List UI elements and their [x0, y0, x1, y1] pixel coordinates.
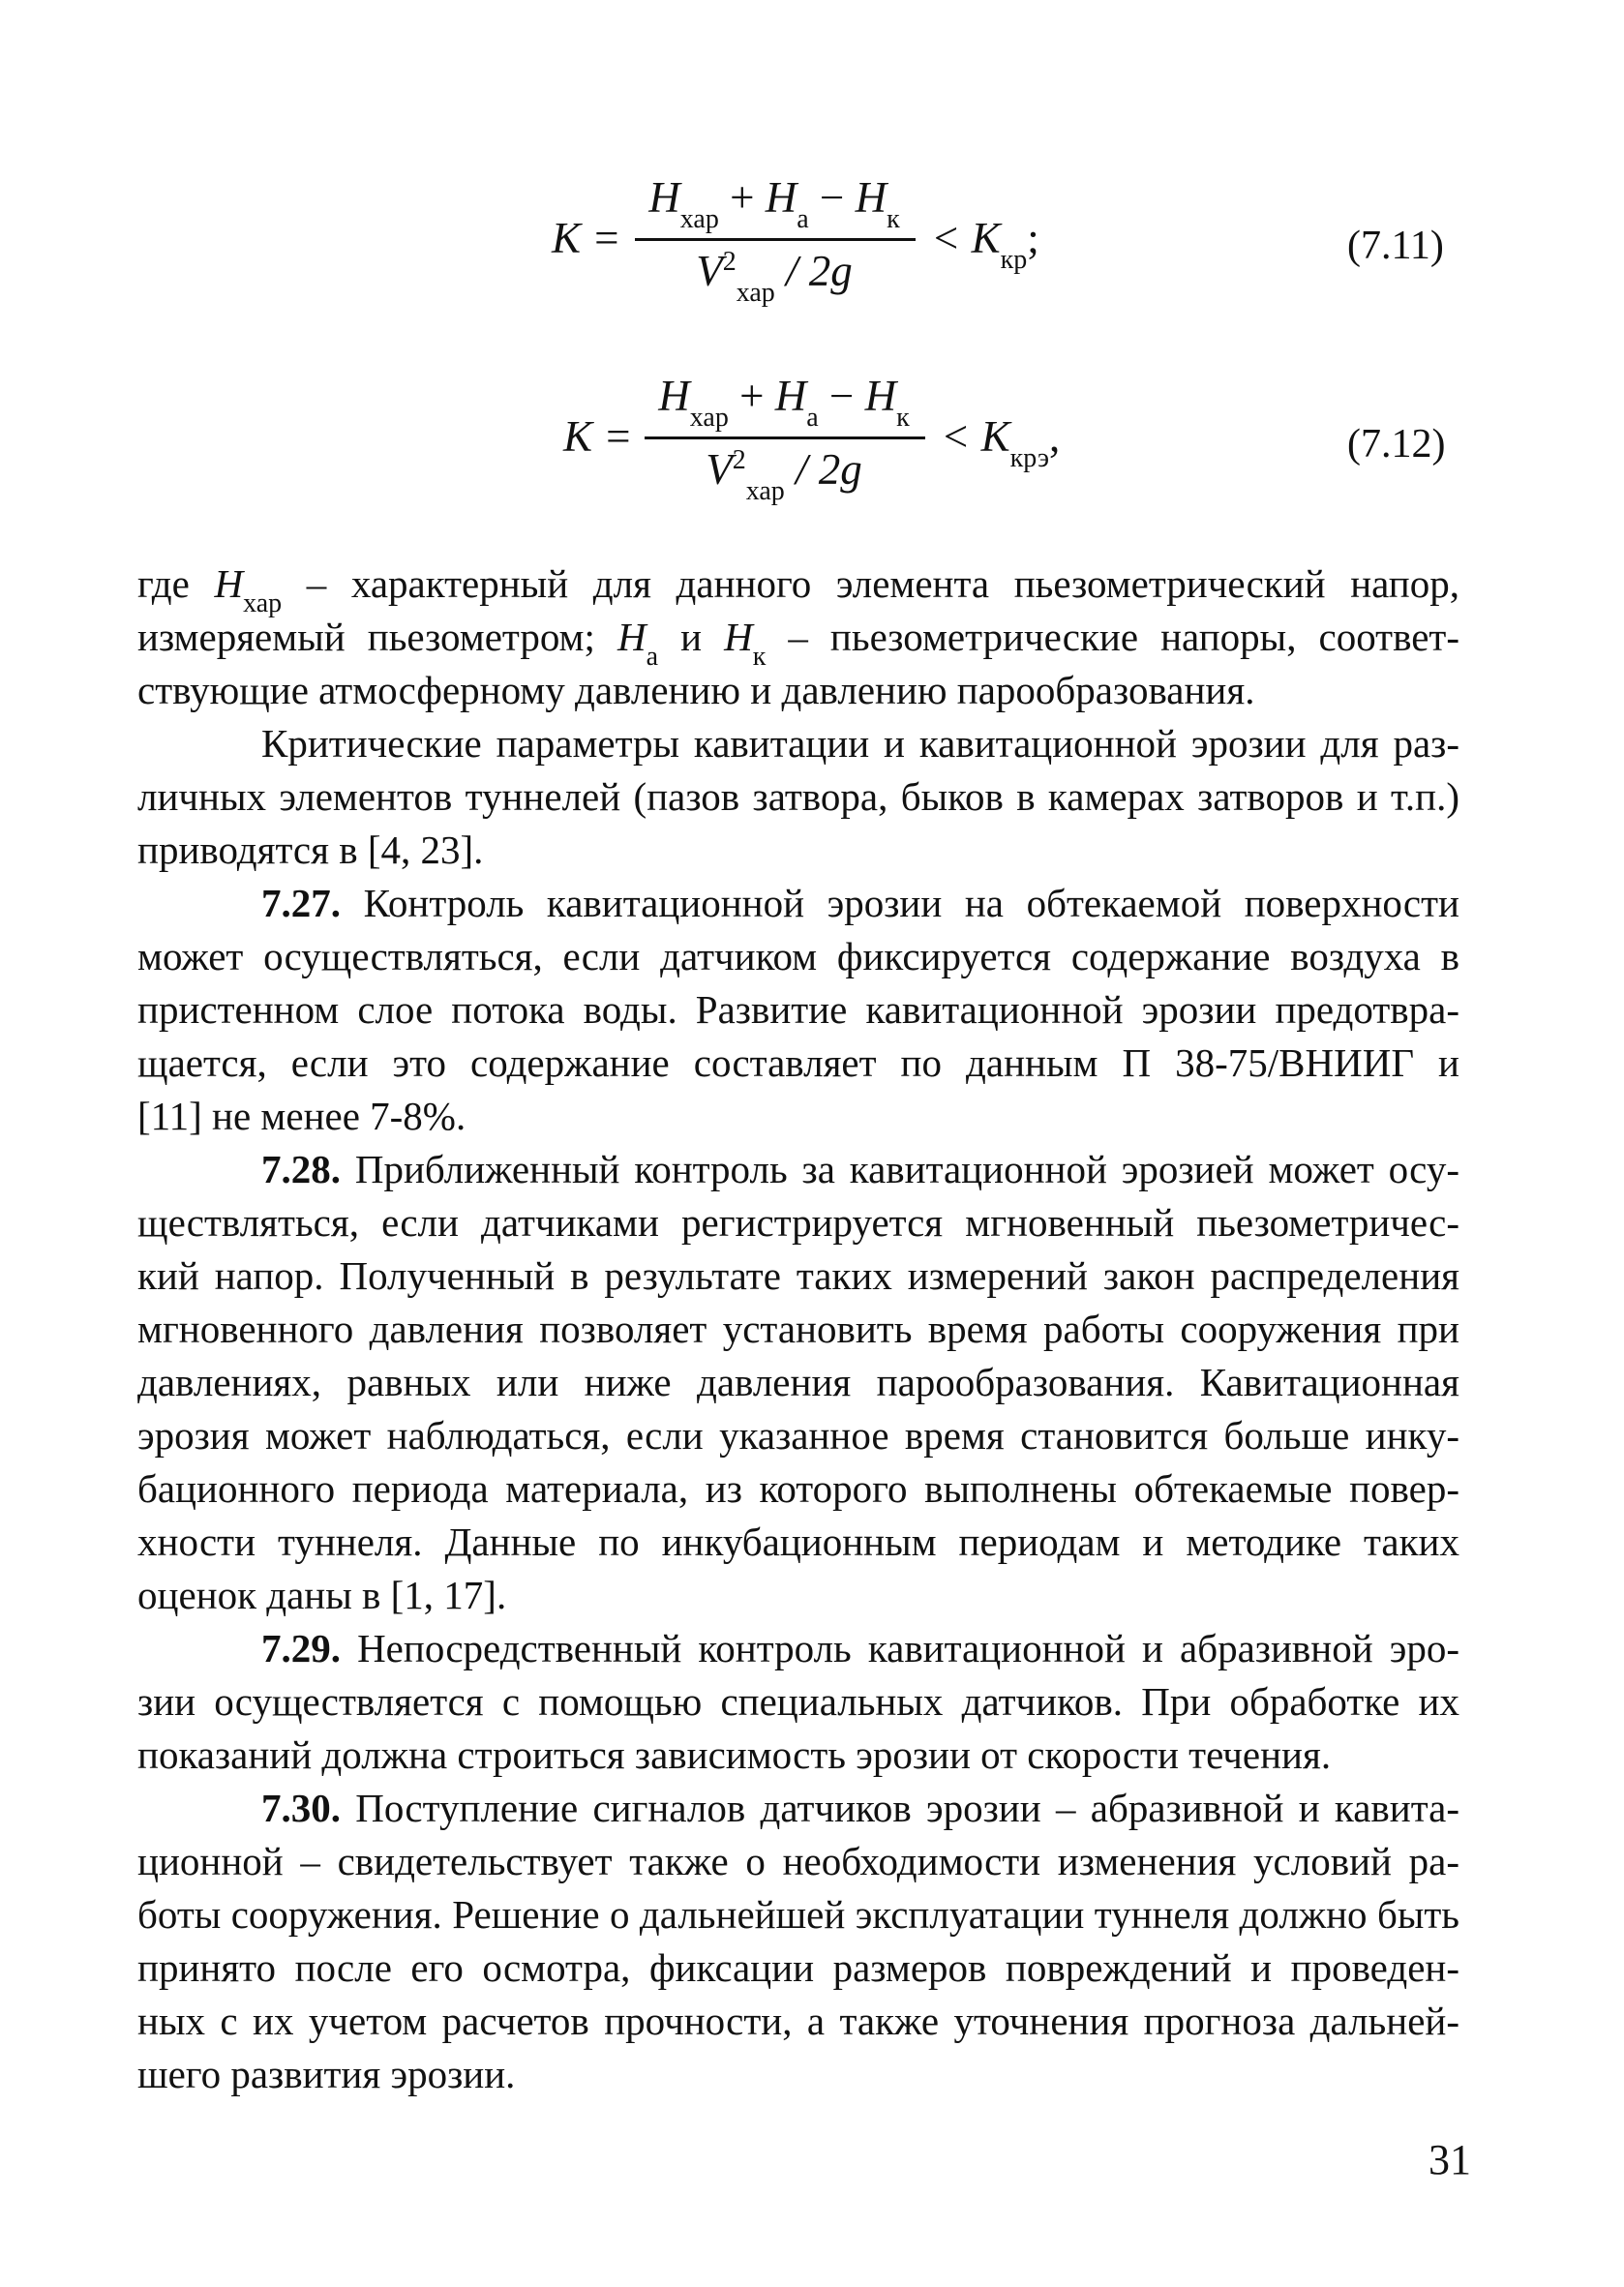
page-number: 31	[1429, 2136, 1471, 2183]
equation-lhs: K =	[563, 412, 633, 461]
equation-7-11	[0, 172, 1624, 317]
text-line: где $H_{хар}$ – характерный для данного элемента пьезометрический напор,	[137, 561, 1459, 619]
text-line: хности туннеля. Данные по инкубационным периодам и методике таких	[137, 1520, 1459, 1564]
equation-lhs: K =	[552, 214, 621, 262]
text-line: Критические параметры кавитации и кавитационной эрозии для раз-	[261, 721, 1459, 766]
equation-7-12	[0, 371, 1624, 516]
section-number: 7.29.	[261, 1626, 341, 1670]
text-line: [11] не менее 7-8%.	[137, 1094, 466, 1138]
paragraph-7-30	[137, 1782, 1459, 2101]
text-line: ствующие атмосферному давлению и давлению парообразования.	[137, 668, 1255, 712]
text-line: оценок даны в [1, 17].	[137, 1573, 507, 1617]
text-line: показаний должна строиться зависимость эрозии от скорости течения.	[137, 1732, 1332, 1777]
text-line: боты сооружения. Решение о дальнейшей эксплуатации туннеля должно быть	[137, 1892, 1459, 1937]
text-line: бационного периода материала, из которого выполнены обтекаемые повер-	[137, 1466, 1459, 1511]
fraction-bar	[635, 238, 916, 241]
text-line: 7.30. Поступление сигналов датчиков эрозии – абразивной и кавита-	[261, 1786, 1459, 1830]
text-line: эрозия может наблюдаться, если указанное время становится больше инку-	[137, 1413, 1459, 1458]
text-line: шего развития эрозии.	[137, 2052, 516, 2096]
text-line: давлениях, равных или ниже давления парообразования. Кавитационная	[137, 1360, 1459, 1404]
variable-definitions	[137, 557, 1459, 717]
equation-denominator: $V^2_{хар} / 2g$	[706, 445, 862, 506]
equation-numerator: $H_{хар} + H_а - H_к$	[648, 173, 900, 234]
text-line: 7.28. Приближенный контроль за кавитационной эрозией может осу-	[261, 1147, 1459, 1191]
text-line: личных элементов туннелей (пазов затвора, быков в камерах затворов и т.п.)	[137, 774, 1459, 819]
text-line: ществляться, если датчиками регистрируется мгновенный пьезометричес-	[137, 1200, 1459, 1245]
text-line: зии осуществляется с помощью специальных датчиков. При обработке их	[137, 1679, 1459, 1724]
text-line: 7.27. Контроль кавитационной эрозии на обтекаемой поверхности	[261, 881, 1459, 925]
text-line: пристенном слое потока воды. Развитие кавитационной эрозии предотвра-	[137, 987, 1459, 1032]
text-line: 7.29. Непосредственный контроль кавитационной и абразивной эро-	[261, 1626, 1459, 1670]
paragraph-7-28	[137, 1143, 1459, 1622]
text-line: измеряемый пьезометром; $H_а$ и $H_к$ – пьезометрические напоры, соответ-	[137, 615, 1459, 673]
equation-rhs: < $K_{крэ}$,	[941, 412, 1061, 473]
equation-numerator: $H_{хар} + H_а - H_к$	[658, 372, 910, 433]
equation-rhs: < $K_{кр}$;	[931, 214, 1039, 275]
paragraph-7-27	[137, 877, 1459, 1143]
text-line: ных с их учетом расчетов прочности, а также уточнения прогноза дальней-	[137, 1999, 1459, 2043]
text-line: ционной – свидетельствует также о необходимости изменения условий ра-	[137, 1839, 1459, 1883]
paragraph-critical-parameters	[137, 717, 1459, 877]
fraction-bar	[645, 436, 925, 439]
text-line: щается, если это содержание составляет по данным П 38-75/ВНИИГ и	[137, 1040, 1459, 1085]
paragraph-7-29	[137, 1622, 1459, 1782]
text-line: кий напор. Полученный в результате таких измерений закон распределения	[137, 1253, 1459, 1298]
section-number: 7.27.	[261, 881, 341, 925]
equation-number: (7.12)	[1347, 422, 1446, 466]
text-line: мгновенного давления позволяет установить время работы сооружения при	[137, 1307, 1459, 1351]
text-line: может осуществляться, если датчиком фиксируется содержание воздуха в	[137, 934, 1459, 978]
text-line: приводятся в [4, 23].	[137, 828, 484, 872]
section-number: 7.30.	[261, 1786, 341, 1830]
equation-denominator: $V^2_{хар} / 2g$	[696, 247, 853, 308]
equation-number: (7.11)	[1347, 224, 1444, 268]
text-line: принято после его осмотра, фиксации размеров повреждений и проведен-	[137, 1945, 1459, 1990]
section-number: 7.28.	[261, 1147, 341, 1191]
